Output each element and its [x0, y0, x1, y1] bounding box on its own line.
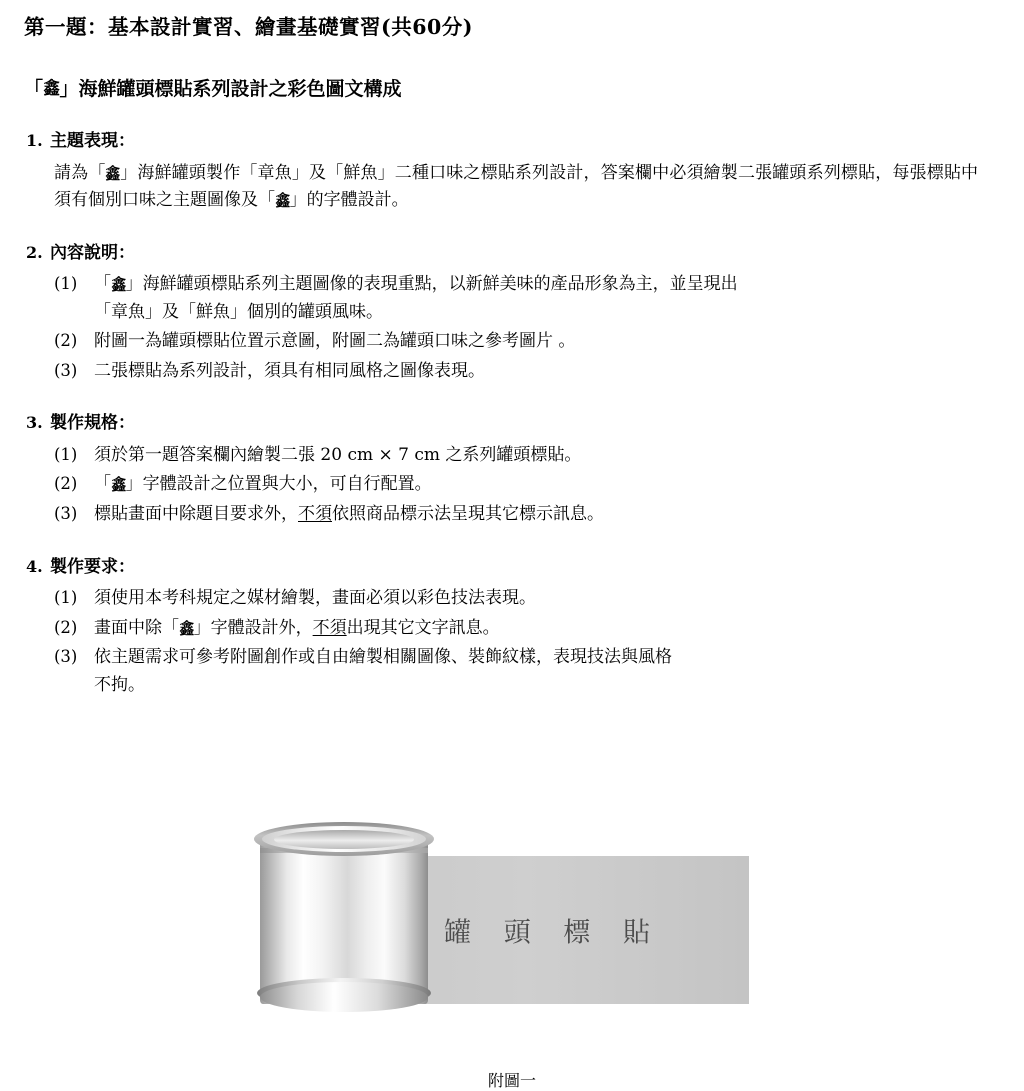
section-2-head [24, 241, 978, 267]
list-item-text [94, 271, 978, 299]
figure-caption: 附圖一 [487, 1071, 536, 1090]
list-item-marker: (3) [54, 647, 78, 667]
list-item-text-c: 出現其它文字訊息。 [346, 617, 500, 638]
section-1-number: 1. [26, 131, 43, 151]
list-item-text: 須於第一題答案欄內繪製二張 20 cm × 7 cm 之系列罐頭標貼。 [94, 444, 582, 465]
section-1 [24, 129, 978, 215]
list-item [54, 442, 978, 470]
section-3-number: 3. [26, 413, 43, 433]
section-2-body [54, 271, 978, 385]
section-1-text-b: 」海鮮罐頭製作「章魚」及「鮮魚」二種口味之標貼系列設計，答案欄中必須繪製二張罐頭系列標貼，每張標貼中須有個別口味之主題圖像及「 [54, 162, 979, 211]
list-item [54, 644, 978, 672]
list-item-marker: (1) [54, 444, 78, 464]
list-item [54, 471, 978, 499]
section-3-body [54, 442, 978, 529]
document-subtitle [24, 75, 978, 104]
list-item-text [94, 615, 978, 643]
list-item [54, 501, 978, 529]
section-4-heading: 製作要求： [50, 556, 135, 577]
section-4-body [54, 585, 978, 699]
section-4-head [24, 555, 978, 581]
list-item-marker: (3) [54, 360, 78, 380]
list-item-text: 二張標貼為系列設計，須具有相同風格之圖像表現。 [94, 360, 485, 381]
list-item-text-b: 依照商品標示法呈現其它標示訊息。 [332, 504, 604, 524]
section-3-heading: 製作規格： [50, 413, 135, 434]
section-1-heading: 主題表現： [50, 131, 135, 152]
list-item-marker: (2) [54, 474, 78, 494]
list-item-text: 依主題需求可參考附圖創作或自由繪製相關圖像、裝飾紋樣，表現技法與風格 [94, 647, 672, 668]
section-4-number: 4. [26, 556, 43, 576]
list-item [54, 615, 978, 643]
list-item-text-b: 」字體設計之位置與大小，可自行配置。 [125, 474, 432, 495]
brand-glyph-icon: 鑫 [43, 79, 59, 100]
section-1-body [54, 160, 978, 215]
list-item [54, 328, 978, 356]
brand-glyph-icon: 鑫 [106, 163, 120, 183]
list-item [54, 271, 978, 299]
section-1-text-a: 請為「 [54, 162, 106, 183]
list-item-text-emphasis: 不須 [298, 504, 332, 524]
list-item-text: 須使用本考科規定之媒材繪製，畫面必須以彩色技法表現。 [94, 588, 536, 609]
label-band-text: 罐 頭 標 貼 [444, 917, 662, 949]
list-item-text-a: 畫面中除「 [94, 617, 179, 638]
list-item-marker: (2) [54, 331, 78, 351]
list-item-text-emphasis: 不須 [312, 617, 347, 638]
subtitle-suffix: 」海鮮罐頭標貼系列設計之彩色圖文構成 [59, 77, 402, 100]
list-item-marker: (3) [54, 504, 78, 523]
section-2-heading: 內容說明： [50, 242, 135, 263]
list-item [54, 585, 978, 613]
list-item [54, 358, 978, 386]
list-item-continuation: 「章魚」及「鮮魚」個別的罐頭風味。 [94, 301, 383, 322]
list-item-text-a: 「 [94, 274, 111, 295]
page-title: 第一題：基本設計實習、繪畫基礎實習(共60分) [24, 15, 473, 39]
list-item-marker: (1) [54, 588, 78, 608]
section-1-head [24, 129, 978, 155]
section-1-text-c: 」的字體設計。 [289, 190, 409, 211]
list-item-text: 附圖一為罐頭標貼位置示意圖，附圖二為罐頭口味之參考圖片 。 [94, 331, 576, 352]
list-item-continuation: 不拘。 [94, 674, 145, 695]
can-bottom [260, 982, 428, 1012]
brand-glyph-icon: 鑫 [275, 191, 290, 211]
list-item-text-a: 「 [94, 474, 111, 495]
subtitle-prefix: 「 [24, 77, 44, 100]
section-3 [24, 411, 978, 528]
section-2-number: 2. [26, 242, 43, 262]
list-item-text [94, 501, 978, 529]
list-item-text [94, 471, 978, 499]
section-3-head [24, 411, 978, 437]
list-item-marker: (1) [54, 274, 78, 294]
brand-glyph-icon: 鑫 [111, 275, 126, 295]
list-item-marker: (2) [54, 617, 78, 637]
list-item-text-a: 標貼畫面中除題目要求外， [94, 504, 298, 524]
section-4 [24, 555, 978, 700]
brand-glyph-icon: 鑫 [179, 618, 194, 638]
figure-can-label-diagram [0, 800, 1024, 1090]
section-2 [24, 241, 978, 386]
section-1-paragraph [54, 160, 978, 215]
brand-glyph-icon: 鑫 [111, 475, 126, 495]
list-item-text-b: 」字體設計外， [193, 617, 313, 638]
list-item-text-b: 」海鮮罐頭標貼系列主題圖像的表現重點，以新鮮美味的產品形象為主，並呈現出 [125, 274, 738, 295]
can-lid [274, 830, 414, 849]
can-illustration [252, 822, 436, 1012]
